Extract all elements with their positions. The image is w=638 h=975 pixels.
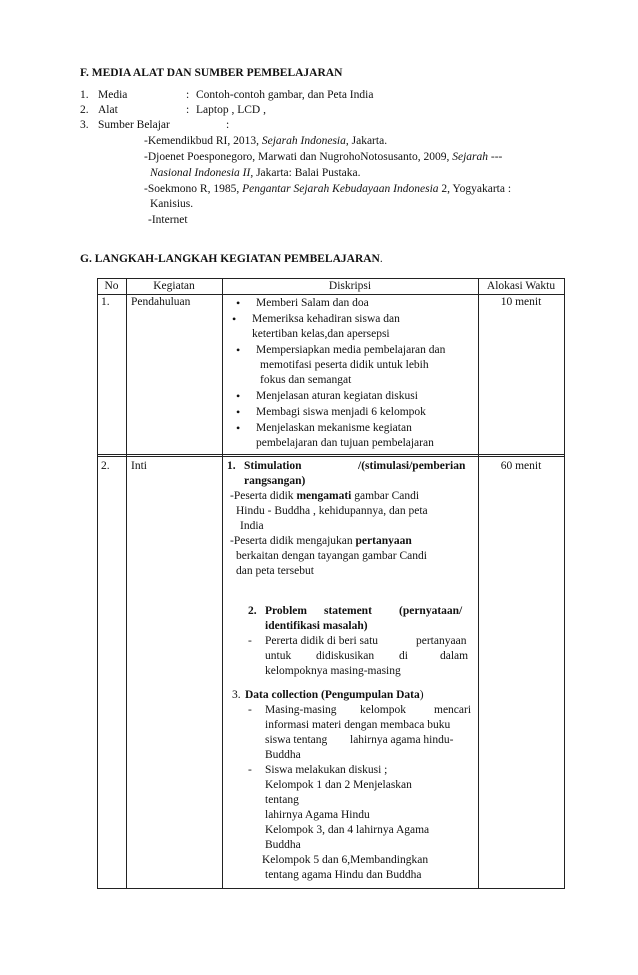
step-3-line: Kelompok 3, dan 4 lahirnya Agama: [265, 824, 430, 836]
list-item-cont: fokus dan semangat: [260, 374, 352, 386]
step-1-number: 1.: [227, 460, 236, 472]
step-2-number: 2.: [248, 605, 257, 617]
step-1-title: Stimulation: [244, 460, 302, 472]
step-3-line: Masing-masing: [265, 704, 337, 716]
step-1-title-right: /(stimulasi/pemberian: [358, 460, 466, 472]
table-header-kegiatan: Kegiatan: [153, 280, 195, 292]
section-f-title: F. MEDIA ALAT DAN SUMBER PEMBELAJARAN: [80, 67, 343, 79]
step-1-line: berkaitan dengan tayangan gambar Candi: [236, 550, 427, 562]
step-2-line: pertanyaan: [416, 635, 467, 647]
step-1-title-cont: rangsangan): [244, 475, 306, 487]
list-item-value: Contoh-contoh gambar, dan Peta India: [196, 89, 374, 101]
step-2-line: didiskusikan: [316, 650, 375, 662]
source-4: -Internet: [148, 214, 188, 226]
table-cell-kegiatan: Inti: [131, 460, 147, 472]
list-item-label: Sumber Belajar: [98, 119, 170, 131]
step-2-line: Pererta didik di beri satu: [265, 635, 379, 647]
step-3-line: tentang: [265, 794, 299, 806]
list-item-cont: memotifasi peserta didik untuk lebih: [260, 359, 429, 371]
step-3-line: Buddha: [265, 839, 301, 851]
source-2: -Djoenet Poesponegoro, Marwati dan NugrohoNotosusanto, 2009, Sejarah ---: [144, 151, 503, 163]
step-2-line: kelompoknya masing-masing: [265, 665, 401, 677]
list-item-num: 2.: [80, 104, 89, 116]
table-row-divider-double: [97, 456, 565, 457]
step-2-title-b: statement: [324, 605, 372, 617]
list-item: • Membagi siswa menjadi 6 kelompok: [256, 405, 426, 420]
table-border-bottom: [97, 888, 565, 889]
list-item: • Memeriksa kehadiran siswa dan: [252, 312, 400, 327]
step-1-line: Hindu - Buddha , kehidupannya, dan peta: [236, 505, 428, 517]
step-3-dash: -: [248, 764, 252, 776]
step-2-line: dalam: [440, 650, 469, 662]
step-3-line: mencari: [434, 704, 472, 716]
table-cell-alokasi: 60 menit: [500, 460, 542, 472]
list-item-value: Laptop , LCD ,: [196, 104, 266, 116]
step-1-line: -Peserta didik mengajukan pertanyaan: [230, 535, 412, 547]
table-header-diskripsi: Diskripsi: [328, 280, 372, 292]
step-3-line: tentang agama Hindu dan Buddha: [265, 869, 422, 881]
step-3-line: Kelompok 1 dan 2 Menjelaskan: [265, 779, 412, 791]
step-2-title-cont: identifikasi masalah): [265, 620, 368, 632]
step-3-line: lahirnya agama hindu-: [350, 734, 454, 746]
table-cell-kegiatan: Pendahuluan: [131, 296, 191, 308]
list-item: • Mempersiapkan media pembelajaran dan: [256, 343, 445, 358]
table-border-right: [564, 278, 565, 889]
list-item: • Memberi Salam dan doa: [256, 296, 369, 311]
step-3-line: Buddha: [265, 749, 301, 761]
step-3-line: kelompok: [360, 704, 406, 716]
list-item-cont: pembelajaran dan tujuan pembelajaran: [256, 437, 434, 449]
step-3-line: Kelompok 5 dan 6,Membandingkan: [262, 854, 429, 866]
table-border-left: [97, 278, 98, 889]
source-2-cont: Nasional Indonesia II, Jakarta: Balai Pustaka.: [150, 167, 361, 179]
step-1-line: dan peta tersebut: [236, 565, 314, 577]
step-2-line: untuk: [265, 650, 292, 662]
list-item: • Menjelaskan mekanisme kegiatan: [256, 421, 412, 436]
list-item-sep: :: [186, 89, 190, 101]
step-2-title-c: (pernyataan/: [399, 605, 463, 617]
table-col-divider: [222, 278, 223, 889]
step-2-title-a: Problem: [265, 605, 307, 617]
list-item-label: Media: [98, 89, 128, 101]
step-3-title: Data collection (Pengumpulan Data): [245, 689, 424, 701]
table-header-alokasi: Alokasi Waktu: [486, 280, 556, 292]
list-item-sep: :: [226, 119, 230, 131]
step-2-dash: -: [248, 635, 252, 647]
source-3: -Soekmono R, 1985, Pengantar Sejarah Kebudayaan Indonesia 2, Yogyakarta :: [144, 183, 512, 195]
step-3-line: siswa tentang: [265, 734, 328, 746]
step-3-number: 3.: [232, 689, 241, 701]
list-item-num: 3.: [80, 119, 89, 131]
list-item-label: Alat: [98, 104, 118, 116]
table-cell-alokasi: 10 menit: [500, 296, 542, 308]
source-3-cont: Kanisius.: [150, 198, 194, 210]
table-header-no: No: [104, 280, 119, 292]
step-3-line: Siswa melakukan diskusi ;: [265, 764, 388, 776]
source-1: -Kemendikbud RI, 2013, Sejarah Indonesia, Jakarta.: [144, 135, 388, 147]
table-col-divider: [126, 278, 127, 889]
step-1-line: India: [240, 520, 264, 532]
table-cell-no: 2.: [101, 460, 110, 472]
table-col-divider: [478, 278, 479, 889]
step-1-line: -Peserta didik mengamati gambar Candi: [230, 490, 420, 502]
list-item-num: 1.: [80, 89, 89, 101]
step-2-line: di: [399, 650, 408, 662]
list-item: • Menjelasan aturan kegiatan diskusi: [256, 389, 418, 404]
section-g-title: G. LANGKAH-LANGKAH KEGIATAN PEMBELAJARAN.: [80, 253, 383, 265]
table-cell-no: 1.: [101, 296, 110, 308]
step-3-line: informasi materi dengan membaca buku: [265, 719, 451, 731]
list-item-sep: :: [186, 104, 190, 116]
table-row-divider: [97, 454, 565, 455]
step-3-line: lahirnya Agama Hindu: [265, 809, 370, 821]
list-item-cont: ketertiban kelas,dan apersepsi: [252, 328, 390, 340]
step-3-dash: -: [248, 704, 252, 716]
